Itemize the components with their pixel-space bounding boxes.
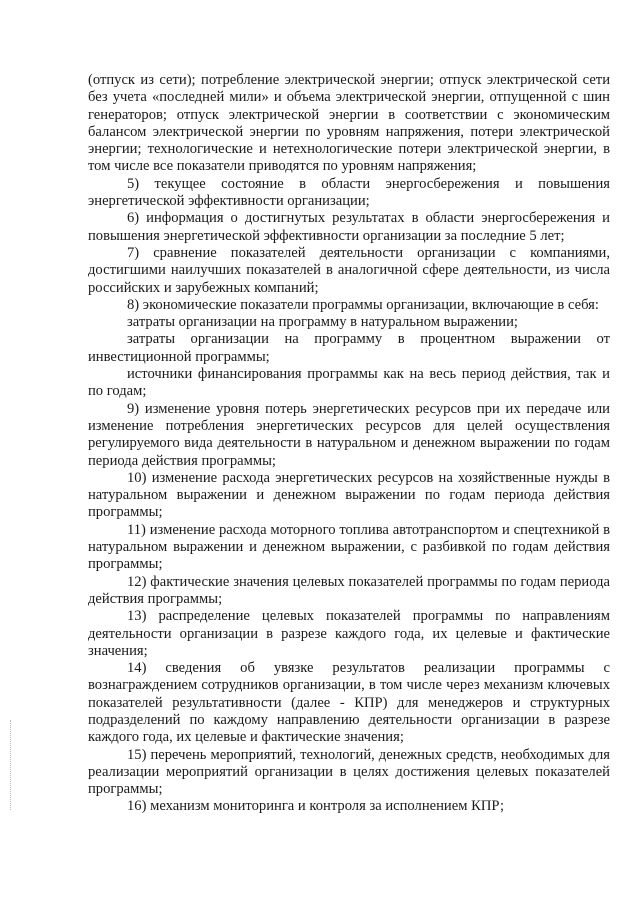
paragraph-item-8-subitem-3: источники финансирования программы как на весь период действия, так и по годам; [88,366,610,400]
scan-margin-artifact [10,720,13,810]
paragraph-item-13: 13) распределение целевых показателей программы по направлениям деятельности организации в разрезе каждого года, их целевые и фактические значения; [88,608,610,659]
paragraph-item-10: 10) изменение расхода энергетических ресурсов на хозяйственные нужды в натуральном выражении и денежном выражении по годам периода действия программы; [88,469,610,521]
paragraph-item-9: 9) изменение уровня потерь энергетических ресурсов при их передаче или изменение потребления энергетических ресурсов для целей осуществления регулируемого вида деятельности в натуральном и денежном выражении по годам периода действия программы; [88,400,610,469]
paragraph-continuation: (отпуск из сети); потребление электрической энергии; отпуск электрической сети без учета «последней мили» и объема электрической энергии, отпущенной с шин генераторов; отпуск электрической энергии в соответствии с экономическим балансом электрической энергии по уровням напряжения, потери электрической энергии; технологические и нетехнологические потери электрической энергии, в том числе все показатели приводятся по уровням напряжения; [88,72,610,175]
paragraph-item-16: 16) механизм мониторинга и контроля за исполнением КПР; [127,798,505,815]
paragraph-item-8: 8) экономические показатели программы организации, включающие в себя: [127,296,599,313]
paragraph-item-5: 5) текущее состояние в области энергосбережения и повышения энергетической эффективности организации; [88,175,610,210]
paragraph-item-8-subitem-2: затраты организации на программу в процентном выражении от инвестиционной программы; [88,331,610,365]
document-page [88,72,610,816]
paragraph-item-7: 7) сравнение показателей деятельности организации с компаниями, достигшими наилучших показателей в аналогичной сфере деятельности, из числа российских и зарубежных компаний; [88,244,610,296]
paragraph-item-14: 14) сведения об увязке результатов реализации программы с вознаграждением сотрудников организации, в том числе через механизм ключевых показателей результативности (далее - КПР) для менеджеров и структурных подразделений по каждому направлению деятельности организации в разрезе каждого года, их целевые и фактические значения; [88,660,610,746]
paragraph-item-8-subitem-1: затраты организации на программу в натуральном выражении; [127,314,518,331]
paragraph-item-6: 6) информация о достигнутых результатах в области энергосбережения и повышения энергетической эффективности организации за последние 5 лет; [88,210,610,244]
paragraph-item-15: 15) перечень мероприятий, технологий, денежных средств, необходимых для реализации мероприятий организации в целях достижения целевых показателей программы; [88,746,610,798]
paragraph-item-12: 12) фактические значения целевых показателей программы по годам периода действия программы; [88,573,610,607]
paragraph-item-11: 11) изменение расхода моторного топлива автотранспортом и спецтехникой в натуральном выражении и денежном выражении, с разбивкой по годам действия программы; [88,521,610,573]
